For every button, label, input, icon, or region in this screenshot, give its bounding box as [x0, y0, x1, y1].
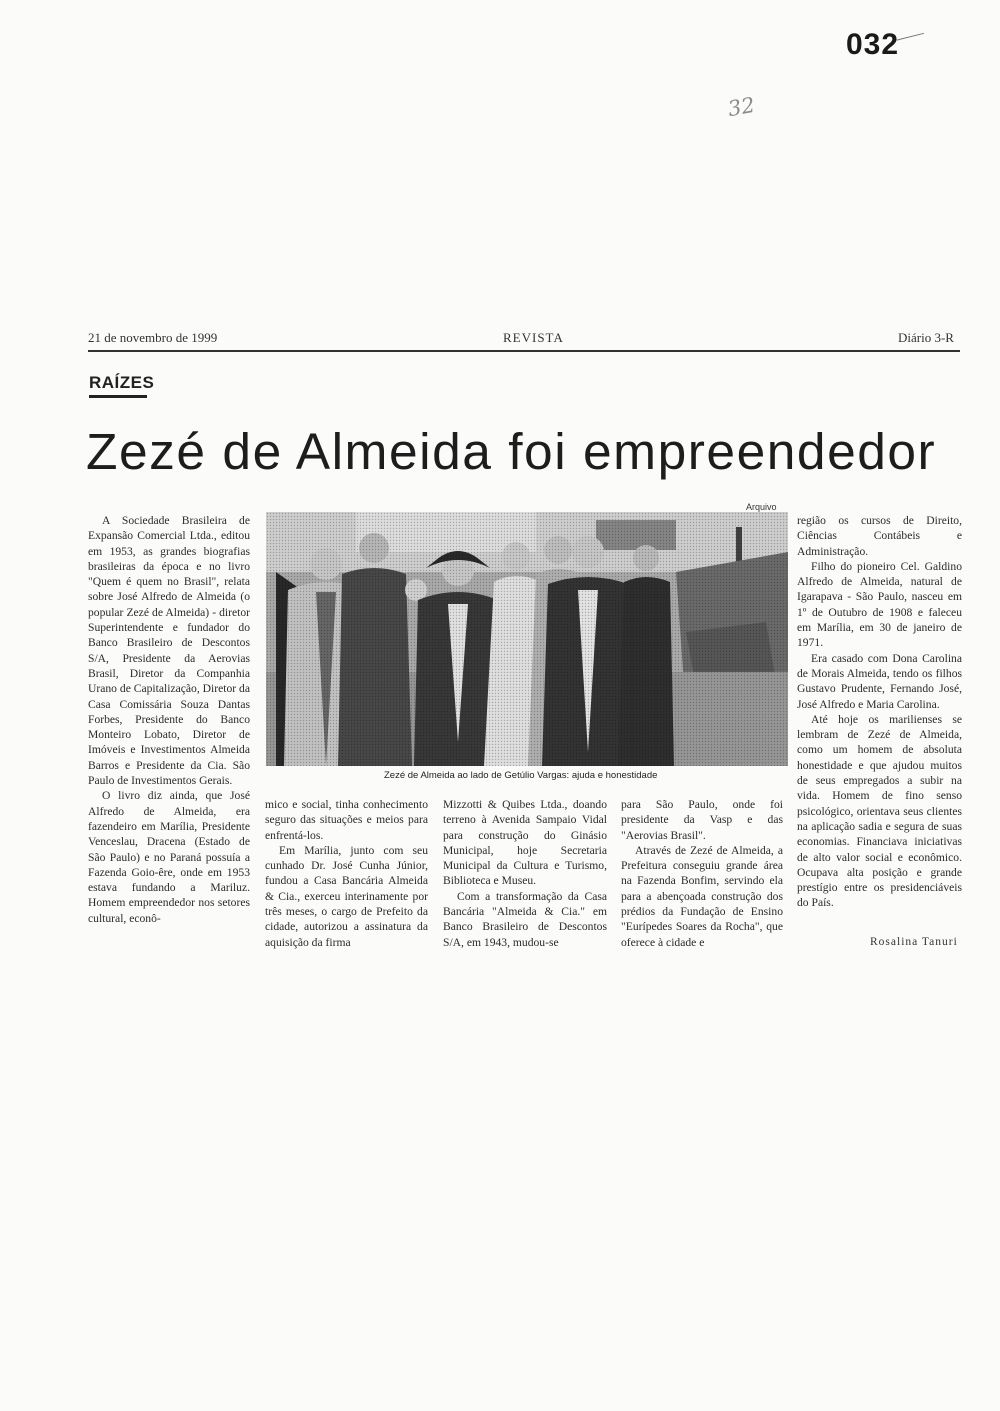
paragraph: O livro diz ainda, que José Alfredo de Almeida, era fazendeiro em Marília, Presidente Venceslau, Dracena (Estado de São Paulo) e no Paraná possuía a Fazenda Goio-êre, onde em 1953 estava fundando a Mariluz. Homem empreendedor nos setores cultural, econô- — [88, 789, 250, 925]
article-column-4 — [621, 797, 783, 950]
article-photo — [266, 512, 788, 766]
article-title: Zezé de Almeida foi empreendedor — [86, 423, 937, 480]
article-author: Rosalina Tanuri — [870, 936, 958, 948]
paragraph: Mizzotti & Quibes Ltda., doando terreno à Avenida Sampaio Vidal para construção do Ginásio Municipal, hoje Secretaria Municipal da Cultura e Turismo, Biblioteca e Museu. — [443, 798, 607, 888]
article-column-3 — [443, 797, 607, 950]
photo-caption: Zezé de Almeida ao lado de Getúlio Vargas: ajuda e honestidade — [384, 770, 658, 781]
handwritten-note: 32 — [726, 92, 757, 122]
article-column-2 — [265, 797, 428, 950]
paragraph: A Sociedade Brasileira de Expansão Comercial Ltda., editou em 1953, as grandes biografias brasileiras da época e no livro "Quem é quem no Brasil", relata sobre José Alfredo de Almeida (o popular Zezé de Almeida) - diretor Superintendente e fundador do Banco Brasileiro de Descontos S/A, Presidente da Aerovias Brasil, Diretor da Companhia Urano de Capitalização, Diretor da Casa Comissária Souza Dantas Forbes, Presidente do Banco Monteiro Lobato, Diretor de Imóveis e Investimentos Almeida Barros e Presidente da Cia. São Paulo de Investimentos Gerais. — [88, 514, 250, 788]
stamp-pen-stroke — [897, 33, 928, 54]
article-column-5 — [797, 513, 962, 911]
paragraph: Com a transformação da Casa Bancária "Almeida & Cia." em Banco Brasileiro de Descontos S/A, em 1943, mudou-se — [443, 889, 607, 949]
paragraph: para São Paulo, onde foi presidente da Vasp e das "Aerovias Brasil". — [621, 798, 783, 842]
paragraph: Era casado com Dona Carolina de Morais Almeida, tendo os filhos Gustavo Prudente, Fernando José, José Alfredo e Maria Carolina. — [797, 651, 962, 711]
issue-date: 21 de novembro de 1999 — [88, 330, 218, 345]
paragraph: Em Marília, junto com seu cunhado Dr. José Cunha Júnior, fundou a Casa Bancária Almeida & Cia., exerceu interinamente por três meses, o cargo de Prefeito da cidade, autorizou a assinatura da aquisição da firma — [265, 843, 428, 949]
header-rule — [88, 350, 960, 352]
paragraph: região os cursos de Direito, Ciências Contábeis e Administração. — [797, 514, 962, 558]
section-name: REVISTA — [503, 330, 564, 345]
paragraph: Até hoje os marilienses se lembram de Zezé de Almeida, como um homem de absoluta honestidade e que ajudou muitos de seus empregados a subir na vida. Homem de fino senso psicológico, orientava seus clientes na aplicação sadia e segura de suas economias. Financiava iniciativas de alto valor social e econômico. Ocupava alta posição e grande prestígio entre os presidenciáveis do País. — [797, 712, 962, 910]
paragraph: Através de Zezé de Almeida, a Prefeitura conseguiu grande área na Fazenda Bonfim, servindo ela para a abençoada construção dos prédios da Fundação de Ensino "Eurípedes Soares da Rocha", que oferece à cidade e — [621, 843, 783, 949]
photo-credit: Arquivo — [746, 502, 777, 512]
page-label: Diário 3-R — [898, 330, 954, 345]
archive-stamp-number: 032 — [846, 28, 900, 61]
paragraph: mico e social, tinha conhecimento seguro das situações e meios para enfrentá-los. — [265, 798, 428, 842]
article-kicker: RAÍZES — [89, 373, 155, 392]
kicker-underline — [89, 395, 147, 398]
paragraph: Filho do pioneiro Cel. Galdino Alfredo de Almeida, natural de Igarapava - São Paulo, nasceu em 1º de Outubro de 1908 e faleceu em Marília, em 30 de janeiro de 1971. — [797, 559, 962, 650]
photo-group-of-men-image — [266, 512, 788, 766]
article-column-1 — [88, 513, 250, 926]
